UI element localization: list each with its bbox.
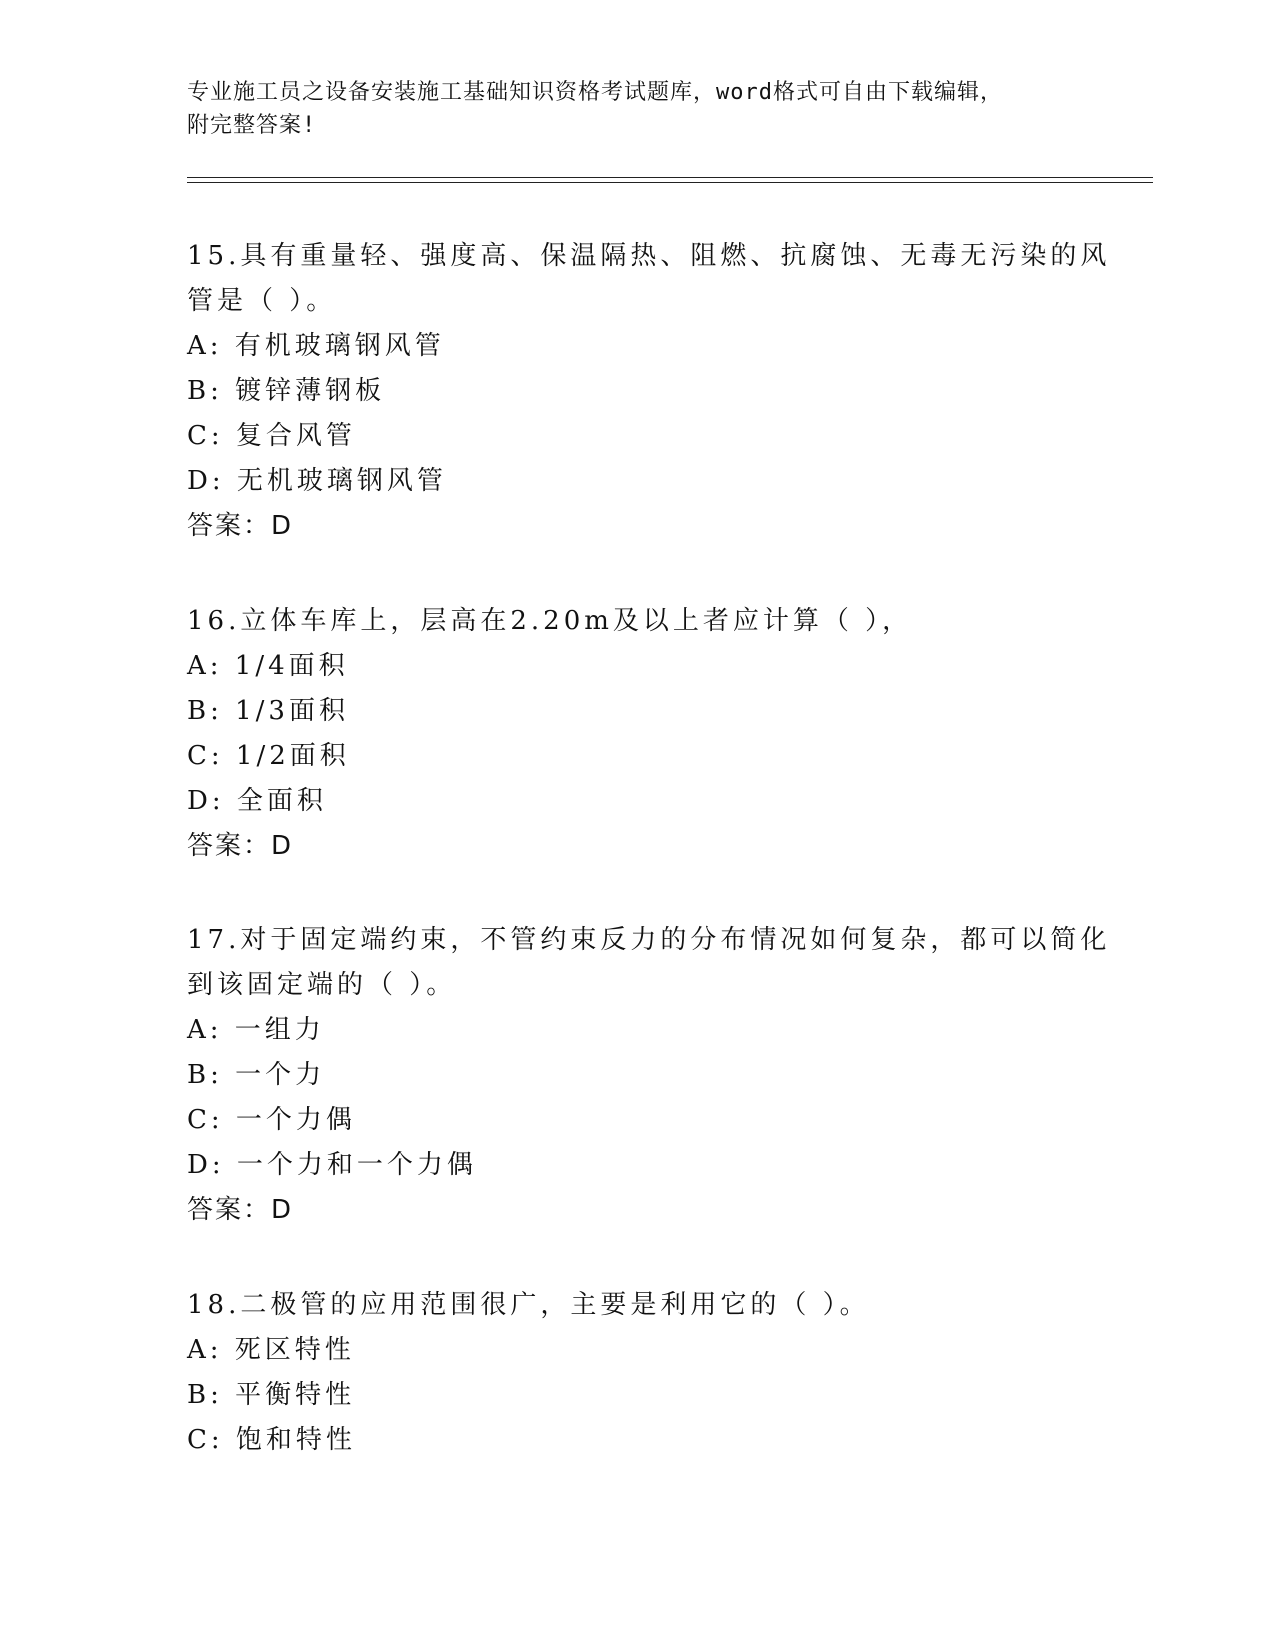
option-d: D: 一个力和一个力偶 <box>187 1150 477 1180</box>
question-stem-line: 管是（ ）。 <box>187 286 337 316</box>
option-a: A: 有机玻璃钢风管 <box>187 331 445 361</box>
option-b: B: 平衡特性 <box>187 1380 356 1410</box>
question-18 <box>187 1283 1087 1463</box>
header-divider-top <box>187 177 1153 178</box>
option-a: A: 1/4面积 <box>187 651 349 681</box>
document-header <box>187 76 1087 142</box>
header-divider-bottom <box>187 182 1153 183</box>
option-c: C: 饱和特性 <box>187 1425 356 1455</box>
option-c: C: 复合风管 <box>187 421 356 451</box>
header-line-2: 附完整答案! <box>187 113 317 138</box>
option-a: A: 一组力 <box>187 1015 325 1045</box>
question-stem-line: 到该固定端的（ ）。 <box>187 970 457 1000</box>
question-stem-line: 17.对于固定端约束，不管约束反力的分布情况如何复杂，都可以简化 <box>187 925 1111 955</box>
option-c: C: 一个力偶 <box>187 1105 356 1135</box>
question-17 <box>187 918 1111 1233</box>
answer-line: 答案：D <box>187 511 294 541</box>
answer-line: 答案：D <box>187 1195 294 1225</box>
option-b: B: 镀锌薄钢板 <box>187 376 386 406</box>
header-line-1: 专业施工员之设备安装施工基础知识资格考试题库，word格式可自由下载编辑， <box>187 80 1003 105</box>
question-15 <box>187 234 1111 549</box>
question-stem-line: 16.立体车库上，层高在2.20m及以上者应计算（ ）， <box>187 606 913 636</box>
question-stem-line: 15.具有重量轻、强度高、保温隔热、阻燃、抗腐蚀、无毒无污染的风 <box>187 241 1111 271</box>
question-16 <box>187 599 1087 869</box>
option-a: A: 死区特性 <box>187 1335 355 1365</box>
question-stem-line: 18.二极管的应用范围很广，主要是利用它的（ ）。 <box>187 1290 870 1320</box>
option-b: B: 1/3面积 <box>187 696 349 726</box>
option-d: D: 全面积 <box>187 786 327 816</box>
option-b: B: 一个力 <box>187 1060 326 1090</box>
option-d: D: 无机玻璃钢风管 <box>187 466 447 496</box>
answer-line: 答案：D <box>187 831 294 861</box>
option-c: C: 1/2面积 <box>187 741 350 771</box>
